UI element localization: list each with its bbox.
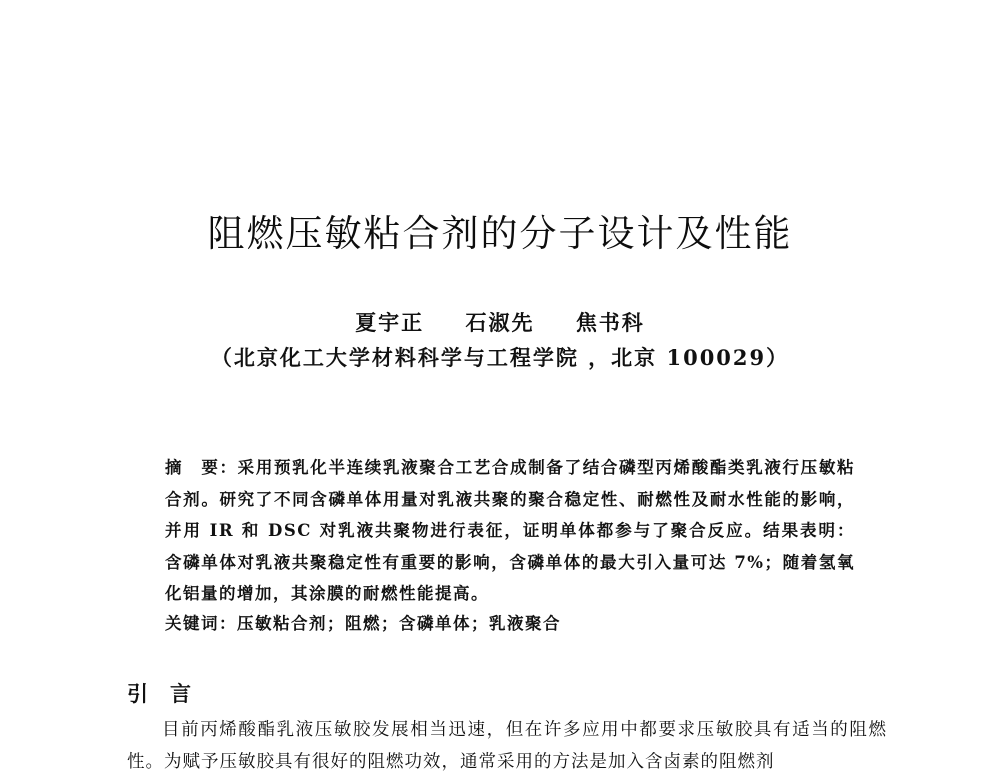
keywords-label: 关键词：: [165, 614, 237, 633]
author-list: [0, 307, 1000, 337]
keywords: [165, 610, 855, 634]
paper-title: 阻燃压敏粘合剂的分子设计及性能: [207, 212, 793, 255]
introduction-paragraph: 目前丙烯酸酯乳液压敏胶发展相当迅速，但在许多应用中都要求压敏胶具有适当的阻燃性。为赋予压敏胶具有很好的阻燃功效，通常采用的方法是加入含卤素的阻燃剂: [127, 720, 887, 772]
author-affiliation: （北京化工大学材料科学与工程学院 ，北京 100029）: [210, 345, 790, 370]
author-name: 夏宇正: [355, 310, 425, 335]
abstract-text: 采用预乳化半连续乳液聚合工艺合成制备了结合磷型丙烯酸酯类乳液行压敏粘合剂。研究了不同含磷单体用量对乳液共聚的聚合稳定性、耐燃性及耐水性能的影响，并用 IR 和 DSC 对乳液共聚物进行表征，证明单体都参与了聚合反应。结果表明：含磷单体对乳液共聚稳定性有重要的影响，含磷单体的最大引入量可达 7%；随着氢氧化铝量的增加，其涂膜的耐燃性能提高。: [165, 458, 856, 604]
section-heading-introduction: 引言: [127, 682, 213, 706]
author-name: 石淑先: [465, 310, 535, 335]
abstract: [165, 452, 855, 610]
abstract-label: 摘 要：: [165, 458, 238, 477]
author-name: 焦书科: [575, 310, 645, 335]
keywords-text: 压敏粘合剂；阻燃；含磷单体；乳液聚合: [237, 614, 561, 633]
